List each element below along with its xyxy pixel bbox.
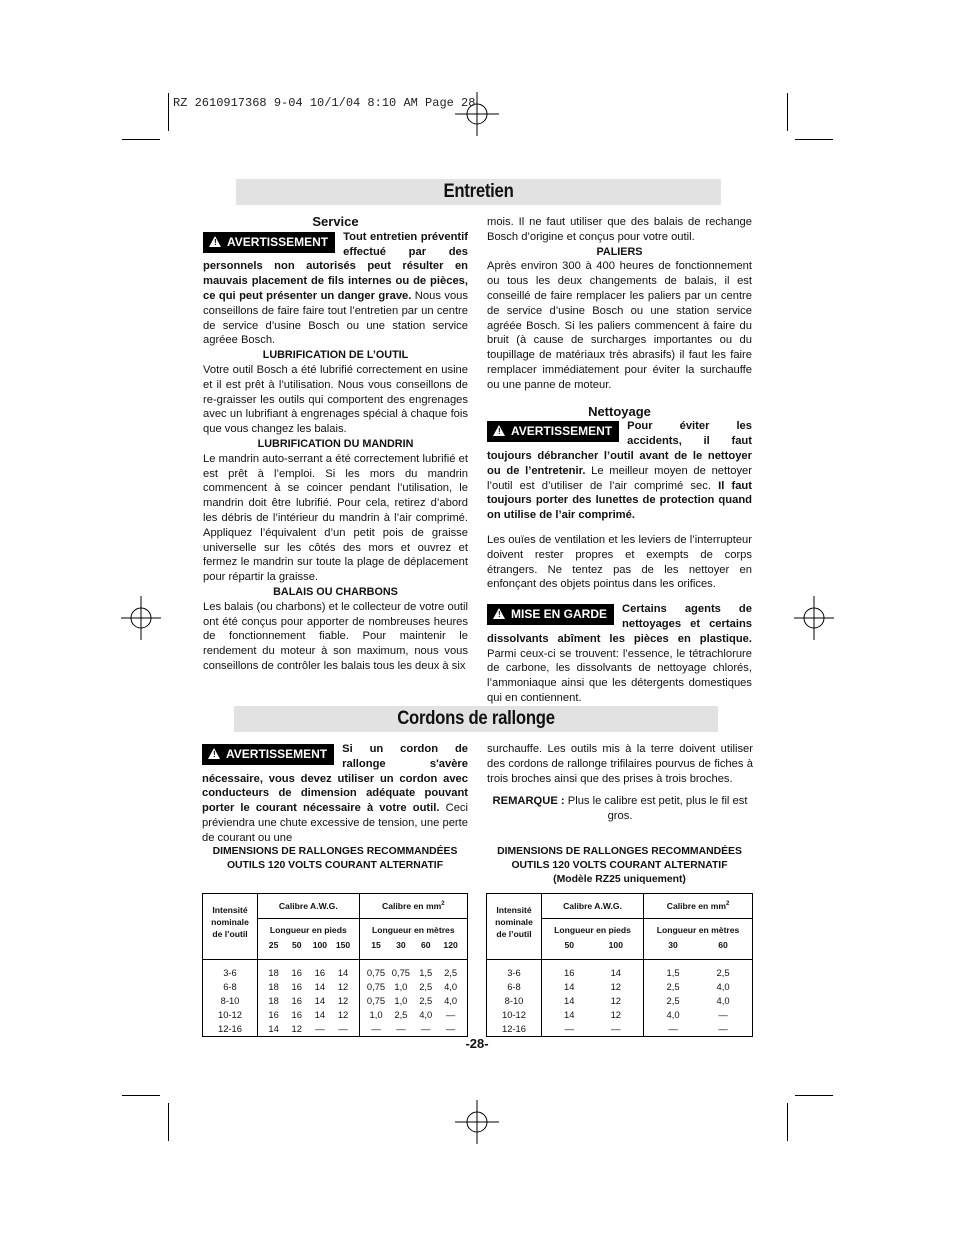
awg-value: — — [564, 1023, 574, 1034]
awg-value: 16 — [268, 1009, 279, 1020]
registration-mark-right — [794, 596, 834, 640]
registration-mark-left — [121, 596, 161, 640]
awg-value: — — [338, 1023, 348, 1034]
rating-value: 8-10 — [220, 995, 240, 1006]
awg-value: 16 — [291, 981, 302, 992]
mm-value: — — [445, 1023, 456, 1034]
balais-text-cont: mois. Il ne faut utiliser que des balais de rechange Bosch d’origine et conçus pour votre outil. — [487, 216, 752, 243]
meters-header-cell — [644, 919, 753, 960]
mm-cell — [644, 960, 753, 1037]
mm-value: 2,5 — [419, 981, 433, 992]
meters-value: 30 — [396, 940, 406, 950]
mm-value: 2,5 — [444, 967, 458, 978]
registration-mark-bottom — [455, 1100, 499, 1144]
paliers-heading: PALIERS — [596, 245, 643, 258]
table-row — [546, 1022, 639, 1036]
awg-value: 12 — [610, 995, 622, 1006]
mm-value: 2,5 — [419, 995, 433, 1006]
lubrification-mandrin-heading: LUBRIFICATION DU MANDRIN — [257, 437, 414, 450]
crop-mark — [787, 1103, 788, 1141]
rating-value: 10-12 — [502, 1009, 526, 1020]
warning-triangle-icon: ! — [209, 236, 221, 247]
awg-value: 16 — [314, 967, 326, 978]
warning-badge: ! AVERTISSEMENT — [203, 232, 335, 253]
mm-value: 2,5 — [394, 1009, 408, 1020]
mm-header: Calibre en $mm^2$ — [644, 894, 753, 919]
rating-value: 3-6 — [223, 967, 237, 978]
rating-header — [203, 894, 258, 960]
mm-value: 1,5 — [666, 967, 680, 978]
crop-mark — [795, 1095, 833, 1096]
lubrification-mandrin-text: Le mandrin auto-serrant a été correctement lubrifié et est prêt à l’emploi. Si les mors du mandrin commencent à se coincer pendant l’utilisation, le mandrin doit être lubrifié. Pour cela, retirez d’abord les débris de l’intérieur du mandrin à l’air comprimé. Appliquez l’équivalent d’un petit pois de graisse universelle sur les côtés des mors et ouvrez et fermez le mandrin sur toute la plage de déplacement pour répartir la graisse. — [203, 452, 468, 584]
rallonge-warning: ! AVERTISSEMENT Si un cordon de rallonge s'avère nécessaire, vous devez utiliser un cordon avec conducteurs de dimension adéquate pouvant porter le courant nécessaire à votre outil. Ceci préviendra une chute excessive de tension, une perte de courant ou une — [202, 743, 468, 844]
table-header-row — [487, 894, 753, 919]
warning-triangle-icon: ! — [493, 608, 505, 619]
warning-badge: ! AVERTISSEMENT — [202, 744, 334, 765]
rating-header-line: de l’outil — [212, 929, 248, 939]
mm-value: — — [718, 1023, 728, 1034]
table-row — [262, 980, 355, 994]
awg-value: 12 — [610, 981, 622, 992]
awg-value: 14 — [314, 1009, 326, 1020]
rating-value: 8-10 — [504, 995, 524, 1006]
mm-value: 1,0 — [394, 995, 408, 1006]
balais-heading: BALAIS OU CHARBONS — [273, 585, 398, 598]
mm-value: 4,0 — [444, 981, 458, 992]
table2-title: DIMENSIONS DE RALLONGES RECOMMANDÉES OUTILS 120 VOLTS COURANT ALTERNATIF (Modèle RZ25 uniquement) — [497, 846, 742, 885]
awg-value: 16 — [291, 967, 302, 978]
rating-value: 12-16 — [502, 1023, 526, 1034]
rating-header-line: nominale — [211, 917, 249, 927]
balais-text: Les balais (ou charbons) et le collecteur de votre outil ont été conçus pour apporter de nombreuses heures de fonctionnement fiable. Pour maintenir le rendement du moteur à son maximum, nous vous conseillons de contrôler les balais tous les deux à six — [203, 600, 468, 672]
meters-value: 30 — [668, 940, 678, 950]
awg-value: 16 — [291, 1009, 302, 1020]
meters-header: Longueur en mètres — [656, 925, 740, 935]
mm-value: — — [668, 1023, 678, 1034]
table-row — [262, 966, 355, 980]
meters-value: 60 — [420, 940, 431, 950]
mm-value: — — [445, 1009, 456, 1020]
table-header-row — [203, 894, 468, 919]
mm-value: 2,5 — [716, 967, 730, 978]
mm-cell — [359, 960, 467, 1037]
service-heading: Service — [312, 214, 359, 229]
mm-value: 0,75 — [366, 995, 386, 1006]
mm-header: Calibre en $mm^2$ — [359, 894, 467, 919]
rating-header-line: de l’outil — [496, 929, 532, 939]
awg-value: 12 — [337, 995, 349, 1006]
mm-value: 0,75 — [366, 967, 386, 978]
rating-value: 12-16 — [218, 1023, 242, 1034]
paliers-text: Après environ 300 à 400 heures de fonctionnement ou tous les deux changements de balais, il est conseillé de faire remplacer les paliers par un centre de service d’usine Bosch ou une station service agréée Bosch. Si les paliers commencent à faire du bruit (à cause de surcharges importantes ou du toupillage de matériaux très abrasifs) il faut les faire remplacer immédiatement pour éviter la surchauffe ou une panne de moteur. — [487, 260, 752, 391]
section-title-entretien: Entretien — [236, 179, 721, 205]
mm-value: — — [396, 1023, 406, 1034]
warning-badge: ! AVERTISSEMENT — [487, 421, 619, 442]
table-row — [648, 1022, 748, 1036]
mm-value: — — [371, 1023, 381, 1034]
mm-value: 2,5 — [666, 995, 680, 1006]
table-row — [262, 1022, 355, 1036]
nettoyage-caution: ! MISE EN GARDE Certains agents de nettoyages et certains dissolvants abîment les pièces en plastique. Parmi ceux-ci se trouvent: l’essence, le tétrachlorure de carbone, les dissolvants de nettoyage chlorés, l’ammoniaque ainsi que les détergents domestiques qui en contiennent. — [487, 603, 752, 704]
awg-value: 14 — [564, 981, 575, 992]
feet-value: 100 — [312, 940, 328, 950]
warning-triangle-icon: ! — [208, 748, 220, 759]
awg-value: 16 — [564, 967, 575, 978]
table1-title: DIMENSIONS DE RALLONGES RECOMMANDÉES OUTILS 120 VOLTS COURANT ALTERNATIF — [212, 846, 458, 871]
table-row — [364, 966, 463, 980]
right-column — [487, 215, 752, 706]
mm-value: 4,0 — [419, 1009, 433, 1020]
awg-value: 14 — [337, 967, 349, 978]
awg-value: 18 — [268, 967, 279, 978]
crop-mark — [122, 139, 160, 140]
awg-value: 12 — [337, 981, 349, 992]
table-body-row — [203, 960, 468, 1037]
print-slug: RZ 2610917368 9-04 10/1/04 8:10 AM Page 28 — [173, 96, 476, 110]
mm-value: 1,0 — [394, 981, 408, 992]
awg-value: 12 — [291, 1023, 302, 1034]
caution-badge: ! MISE EN GARDE — [487, 604, 614, 625]
table-row — [648, 980, 748, 994]
awg-cell — [542, 960, 644, 1037]
mm-value: 0,75 — [391, 967, 410, 978]
feet-value: 50 — [291, 940, 302, 950]
mm-value: 0,75 — [366, 981, 386, 992]
feet-header-cell — [258, 919, 360, 960]
rating-value: 6-8 — [507, 981, 521, 992]
table-row — [648, 966, 748, 980]
mm-value: 4,0 — [716, 995, 730, 1006]
table-row — [546, 994, 639, 1008]
awg-value: 16 — [291, 995, 302, 1006]
table-row — [546, 980, 639, 994]
feet-value: 100 — [608, 940, 623, 950]
awg-value: 14 — [314, 981, 326, 992]
table-row — [262, 994, 355, 1008]
table-row — [546, 1008, 639, 1022]
meters-value: 15 — [371, 940, 381, 950]
rating-value: 10-12 — [218, 1009, 242, 1020]
rallonge-right — [487, 742, 753, 824]
lubrification-outil-text: Votre outil Bosch a été lubrifié correctement en usine et il est prêt à l’utilisation. Nous vous conseillons de re-graisser les outils qui comportent des engrenages avec un lubrifiant à engrenages spécial à chaque fois que vous changez les balais. — [203, 363, 468, 436]
awg-header: Calibre A.W.G. — [258, 894, 360, 919]
extension-cord-table-1 — [202, 893, 468, 1037]
section-title-cordons: Cordons de rallonge — [234, 706, 718, 732]
meters-header: Longueur en mètres — [371, 925, 455, 935]
table-row — [364, 994, 463, 1008]
mm-value: 2,5 — [666, 981, 680, 992]
awg-value: 18 — [268, 981, 279, 992]
extension-cord-table-2 — [486, 893, 753, 1037]
remarque: REMARQUE : Plus le calibre est petit, plus le fil est gros. — [492, 795, 748, 823]
page-number: -28- — [465, 1036, 489, 1051]
mm-value: — — [421, 1023, 431, 1034]
service-warning: ! AVERTISSEMENT Tout entretien préventif effectué par des personnels non autorisés peut résulter en mauvais placement de fils internes ou de pièces, ce qui peut présenter un danger grave. Nous vous conseillons de faire faire tout l’entretien par un centre de service d’usine Bosch ou une station service agréee Bosch. — [203, 230, 468, 347]
awg-value: 14 — [564, 1009, 575, 1020]
awg-value: 18 — [268, 995, 279, 1006]
rallonge-left — [202, 742, 468, 846]
crop-mark — [795, 139, 833, 140]
awg-value: — — [611, 1023, 621, 1034]
awg-value: — — [315, 1023, 325, 1034]
awg-header: Calibre A.W.G. — [542, 894, 644, 919]
rating-header-line: Intensité — [212, 905, 248, 915]
table-row — [262, 1008, 355, 1022]
table-row — [364, 1008, 463, 1022]
crop-mark — [787, 93, 788, 131]
nettoyage-warning: ! AVERTISSEMENT Pour éviter les accidents, il faut toujours débrancher l’outil avant de le nettoyer ou de l’entretenir. Le meilleur moyen de nettoyer l’outil est d’utiliser de l’air comprimé sec. Il faut toujours porter des lunettes de protection quand on utilise de l’air comprimé. — [487, 420, 752, 522]
table-body-row — [487, 960, 753, 1037]
crop-mark — [122, 1095, 160, 1096]
meters-value: 60 — [718, 940, 728, 950]
mm-value: 1,0 — [369, 1009, 383, 1020]
rating-header — [487, 894, 542, 960]
mm-value: 4,0 — [666, 1009, 680, 1020]
warning-triangle-icon: ! — [493, 425, 505, 436]
crop-mark — [168, 1103, 169, 1141]
rating-header-line: Intensité — [496, 905, 532, 915]
rating-value: 3-6 — [507, 967, 521, 978]
mm-value: 4,0 — [716, 981, 730, 992]
lubrification-outil-heading: LUBRIFICATION DE L’OUTIL — [262, 349, 409, 362]
rating-header-line: nominale — [495, 917, 533, 927]
feet-header: Longueur en pieds — [269, 925, 347, 935]
meters-value: 120 — [443, 940, 458, 950]
rating-value: 6-8 — [223, 981, 237, 992]
awg-value: 12 — [337, 1009, 349, 1020]
awg-value: 14 — [610, 967, 622, 978]
rallonge-text-cont: surchauffe. Les outils mis à la terre doivent utiliser des cordons de rallonge trifilaires pourvus de fiches à trois broches ainsi que des prises à trois broches. — [487, 743, 753, 785]
ratings-cell — [203, 960, 258, 1037]
feet-value: 25 — [268, 940, 279, 950]
mm-value: — — [718, 1009, 728, 1020]
feet-value: 150 — [335, 940, 351, 950]
table-row — [364, 1022, 463, 1036]
feet-header-cell — [542, 919, 644, 960]
feet-value: 50 — [564, 940, 575, 950]
awg-cell — [258, 960, 360, 1037]
nettoyage-heading: Nettoyage — [588, 403, 651, 419]
awg-value: 12 — [610, 1009, 622, 1020]
left-column — [203, 215, 468, 674]
feet-header: Longueur en pieds — [554, 925, 631, 935]
table-row — [364, 980, 463, 994]
ratings-cell — [487, 960, 542, 1037]
awg-value: 14 — [564, 995, 575, 1006]
nettoyage-text: Les ouïes de ventilation et les leviers de l’interrupteur doivent rester propres et exempts de corps étrangers. Ne tentez pas de les nettoyer en enfonçant des objets pointus dans les orifices. — [487, 533, 752, 591]
table-row — [648, 994, 748, 1008]
table-row — [648, 1008, 748, 1022]
meters-header-cell — [359, 919, 467, 960]
mm-value: 1,5 — [419, 967, 433, 978]
mm-value: 4,0 — [444, 995, 458, 1006]
awg-value: 14 — [268, 1023, 279, 1034]
awg-value: 14 — [314, 995, 326, 1006]
table-row — [546, 966, 639, 980]
crop-mark — [168, 93, 169, 131]
